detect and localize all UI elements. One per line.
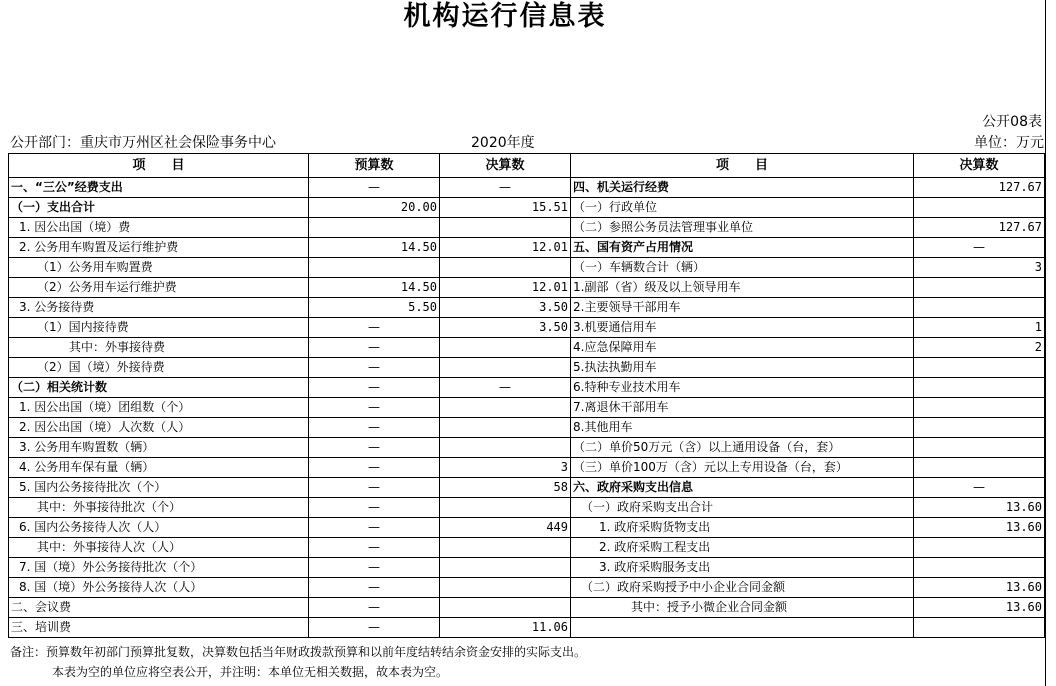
final-left-cell: 3.50 — [440, 298, 571, 318]
item-right-cell: 1.副部（省）级及以上领导用车 — [571, 278, 914, 298]
page-right-border — [1045, 0, 1046, 686]
budget-cell: — — [309, 478, 440, 498]
final-right-cell — [914, 558, 1045, 578]
header-final-right: 决算数 — [914, 154, 1045, 178]
notes — [10, 642, 586, 682]
table-row — [9, 378, 1045, 398]
final-right-cell — [914, 418, 1045, 438]
table-row — [9, 498, 1045, 518]
budget-cell: — — [309, 438, 440, 458]
final-right-cell: 2 — [914, 338, 1045, 358]
final-left-cell: 12.01 — [440, 238, 571, 258]
item-left-cell: 5. 国内公务接待批次（个） — [9, 478, 309, 498]
item-right-cell: 2. 政府采购工程支出 — [571, 538, 914, 558]
table-row — [9, 178, 1045, 198]
item-right-cell: （一）车辆数合计（辆） — [571, 258, 914, 278]
final-left-cell — [440, 338, 571, 358]
table-row — [9, 278, 1045, 298]
budget-cell: — — [309, 558, 440, 578]
final-right-cell — [914, 438, 1045, 458]
item-right-cell: （二）政府采购授予中小企业合同金额 — [571, 578, 914, 598]
table-row — [9, 558, 1045, 578]
item-right-cell: 五、国有资产占用情况 — [571, 238, 914, 258]
table-row — [9, 598, 1045, 618]
item-left-cell: （一）支出合计 — [9, 198, 309, 218]
budget-cell: — — [309, 398, 440, 418]
budget-cell — [309, 258, 440, 278]
department-label: 公开部门：重庆市万州区社会保险事务中心 — [10, 135, 276, 151]
budget-cell: — — [309, 518, 440, 538]
final-right-cell — [914, 398, 1045, 418]
item-right-cell: 7.离退休干部用车 — [571, 398, 914, 418]
final-right-cell: 13.60 — [914, 578, 1045, 598]
final-left-cell: 12.01 — [440, 278, 571, 298]
budget-cell: — — [309, 178, 440, 198]
item-right-cell: 2.主要领导干部用车 — [571, 298, 914, 318]
item-left-cell: 三、培训费 — [9, 618, 309, 638]
final-left-cell: 58 — [440, 478, 571, 498]
note-line-2: 本表为空的单位应将空表公开，并注明：本单位无相关数据，故本表为空。 — [52, 665, 449, 679]
final-left-cell — [440, 258, 571, 278]
budget-cell: — — [309, 338, 440, 358]
final-left-cell — [440, 498, 571, 518]
table-row — [9, 318, 1045, 338]
header-item-left: 项 目 — [9, 154, 309, 178]
final-right-cell — [914, 378, 1045, 398]
item-right-cell: 其中：授予小微企业合同金额 — [571, 598, 914, 618]
item-right-cell: 1. 政府采购货物支出 — [571, 518, 914, 538]
item-left-cell: 4. 公务用车保有量（辆） — [9, 458, 309, 478]
final-right-cell — [914, 358, 1045, 378]
table-row — [9, 298, 1045, 318]
item-right-cell: （二）参照公务员法管理事业单位 — [571, 218, 914, 238]
final-left-cell: — — [440, 178, 571, 198]
item-left-cell: 1. 因公出国（境）团组数（个） — [9, 398, 309, 418]
header-item-right: 项 目 — [571, 154, 914, 178]
budget-cell: — — [309, 498, 440, 518]
item-left-cell: 8. 国（境）外公务接待人次（人） — [9, 578, 309, 598]
table-row — [9, 358, 1045, 378]
item-left-cell: （1）国内接待费 — [9, 318, 309, 338]
final-right-cell — [914, 298, 1045, 318]
final-left-cell: 15.51 — [440, 198, 571, 218]
table-row — [9, 238, 1045, 258]
item-right-cell: 3.机要通信用车 — [571, 318, 914, 338]
item-right-cell: （一）行政单位 — [571, 198, 914, 218]
final-right-cell: 127.67 — [914, 178, 1045, 198]
final-left-cell: — — [440, 378, 571, 398]
budget-cell: — — [309, 598, 440, 618]
item-right-cell: 四、机关运行经费 — [571, 178, 914, 198]
final-right-cell — [914, 618, 1045, 638]
item-right-cell: 六、政府采购支出信息 — [571, 478, 914, 498]
table-row — [9, 338, 1045, 358]
table-row — [9, 418, 1045, 438]
item-right-cell: 8.其他用车 — [571, 418, 914, 438]
item-right-cell: （二）单价50万元（含）以上通用设备（台，套） — [571, 438, 914, 458]
final-right-cell: 127.67 — [914, 218, 1045, 238]
page-title: 机构运行信息表 — [403, 1, 607, 32]
item-left-cell: 其中：外事接待批次（个） — [9, 498, 309, 518]
final-left-cell — [440, 418, 571, 438]
table-body — [9, 178, 1045, 638]
table-row — [9, 438, 1045, 458]
final-right-cell — [914, 538, 1045, 558]
final-left-cell — [440, 438, 571, 458]
item-left-cell: 其中：外事接待费 — [9, 338, 309, 358]
final-right-cell — [914, 198, 1045, 218]
final-right-cell: — — [914, 238, 1045, 258]
final-left-cell: 449 — [440, 518, 571, 538]
final-left-cell: 3.50 — [440, 318, 571, 338]
budget-cell: 5.50 — [309, 298, 440, 318]
item-right-cell: 6.特种专业技术用车 — [571, 378, 914, 398]
item-left-cell: （2）国（境）外接待费 — [9, 358, 309, 378]
budget-cell: 20.00 — [309, 198, 440, 218]
header-budget: 预算数 — [309, 154, 440, 178]
table-row — [9, 218, 1045, 238]
item-left-cell: 3. 公务接待费 — [9, 298, 309, 318]
budget-cell: 14.50 — [309, 238, 440, 258]
item-left-cell: （2）公务用车运行维护费 — [9, 278, 309, 298]
table-row — [9, 258, 1045, 278]
final-right-cell — [914, 458, 1045, 478]
final-right-cell: 13.60 — [914, 498, 1045, 518]
item-left-cell: 一、“三公”经费支出 — [9, 178, 309, 198]
budget-cell: — — [309, 458, 440, 478]
final-right-cell: 1 — [914, 318, 1045, 338]
final-left-cell: 3 — [440, 458, 571, 478]
final-left-cell — [440, 538, 571, 558]
table-row — [9, 478, 1045, 498]
final-right-cell: — — [914, 478, 1045, 498]
header-final-left: 决算数 — [440, 154, 571, 178]
note-line-1: 备注：预算数年初部门预算批复数，决算数包括当年财政拨款预算和以前年度结转结余资金安排的实际支出。 — [10, 645, 587, 659]
item-right-cell: 4.应急保障用车 — [571, 338, 914, 358]
final-left-cell — [440, 358, 571, 378]
item-right-cell: 3. 政府采购服务支出 — [571, 558, 914, 578]
item-left-cell: （1）公务用车购置费 — [9, 258, 309, 278]
final-left-cell — [440, 598, 571, 618]
table-row — [9, 198, 1045, 218]
item-left-cell: 6. 国内公务接待人次（人） — [9, 518, 309, 538]
item-left-cell: 2. 公务用车购置及运行维护费 — [9, 238, 309, 258]
final-left-cell: 11.06 — [440, 618, 571, 638]
item-right-cell: 5.执法执勤用车 — [571, 358, 914, 378]
final-right-cell: 3 — [914, 258, 1045, 278]
table-row — [9, 578, 1045, 598]
final-right-cell — [914, 278, 1045, 298]
table-row — [9, 618, 1045, 638]
table-row — [9, 538, 1045, 558]
final-left-cell — [440, 558, 571, 578]
item-left-cell: 其中：外事接待人次（人） — [9, 538, 309, 558]
budget-cell: — — [309, 578, 440, 598]
budget-cell: — — [309, 418, 440, 438]
item-left-cell: 二、会议费 — [9, 598, 309, 618]
budget-cell: — — [309, 358, 440, 378]
item-right-cell — [571, 618, 914, 638]
item-right-cell: （一）政府采购支出合计 — [571, 498, 914, 518]
budget-cell: — — [309, 318, 440, 338]
table-header-row — [9, 154, 1045, 178]
info-table — [8, 153, 1045, 638]
form-number: 公开08表 — [982, 114, 1042, 130]
final-right-cell: 13.60 — [914, 598, 1045, 618]
item-left-cell: 7. 国（境）外公务接待批次（个） — [9, 558, 309, 578]
budget-cell: — — [309, 618, 440, 638]
budget-cell: — — [309, 538, 440, 558]
unit-label: 单位：万元 — [974, 135, 1044, 151]
item-left-cell: 2. 因公出国（境）人次数（人） — [9, 418, 309, 438]
table-row — [9, 398, 1045, 418]
final-left-cell — [440, 398, 571, 418]
budget-cell: 14.50 — [309, 278, 440, 298]
budget-cell — [309, 218, 440, 238]
item-left-cell: （二）相关统计数 — [9, 378, 309, 398]
item-left-cell: 1. 因公出国（境）费 — [9, 218, 309, 238]
final-left-cell — [440, 578, 571, 598]
final-left-cell — [440, 218, 571, 238]
item-right-cell: （三）单价100万（含）元以上专用设备（台，套） — [571, 458, 914, 478]
table-row — [9, 458, 1045, 478]
final-right-cell: 13.60 — [914, 518, 1045, 538]
year-label: 2020年度 — [471, 135, 535, 151]
budget-cell: — — [309, 378, 440, 398]
table-row — [9, 518, 1045, 538]
item-left-cell: 3. 公务用车购置数（辆） — [9, 438, 309, 458]
